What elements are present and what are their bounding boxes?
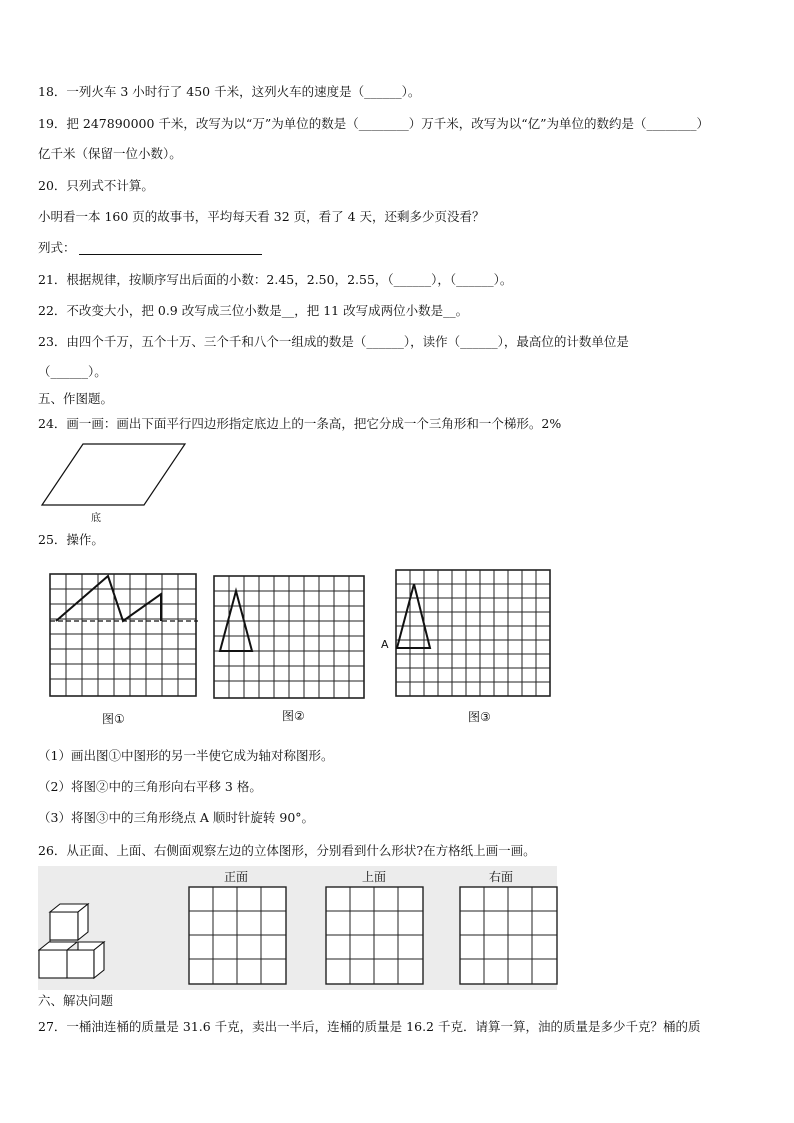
question-19: 19．把 247890000 千米，改写为以“万”为单位的数是（________）万千米，改写为以“亿”为单位的数约是（________） <box>38 116 709 131</box>
task-25-3: （3）将图③中的三角形绕点 A 顺时针旋转 90°。 <box>38 810 315 825</box>
section-5-heading: 五、作图题。 <box>38 391 114 406</box>
task-25-1: （1）画出图①中图形的另一半使它成为轴对称图形。 <box>38 748 334 763</box>
question-23-continued: （______）。 <box>38 364 107 379</box>
grid-lines <box>396 570 550 696</box>
top-view-grid[interactable] <box>325 886 425 986</box>
grid-figure-2[interactable] <box>212 574 367 702</box>
question-19-continued: 亿千米（保留一位小数）。 <box>38 146 182 161</box>
cube-stack-figure <box>38 900 108 982</box>
grid-figure-3[interactable] <box>394 568 552 700</box>
point-a-label: A <box>381 638 389 651</box>
grid-figure-1[interactable] <box>48 572 200 700</box>
question-25: 25．操作。 <box>38 532 104 547</box>
question-22: 22．不改变大小，把 0.9 改写成三位小数是__，把 11 改写成两位小数是__。 <box>38 303 469 318</box>
front-view-label: 正面 <box>224 870 249 884</box>
half-shape <box>56 576 161 621</box>
base-label: 底 <box>91 513 101 524</box>
grid-lines <box>50 574 196 696</box>
parallelogram-figure <box>38 440 198 525</box>
triangle <box>397 584 430 648</box>
question-23: 23．由四个千万，五个十万、三个千和八个一组成的数是（______），读作（______），最高位的计数单位是 <box>38 334 629 349</box>
front-view-grid[interactable] <box>188 886 288 986</box>
question-27: 27．一桶油连桶的质量是 31.6 千克，卖出一半后，连桶的质量是 16.2 千克．请算一算，油的质量是多少千克？桶的质 <box>38 1019 701 1034</box>
question-21: 21．根据规律，按顺序写出后面的小数：2.45，2.50，2.55，（______），（______）。 <box>38 272 513 287</box>
answer-line <box>79 254 262 255</box>
top-view-label: 上面 <box>362 870 387 884</box>
parallelogram <box>42 444 185 505</box>
right-view-label: 右面 <box>489 870 514 884</box>
question-26: 26．从正面、上面、右侧面观察左边的立体图形，分别看到什么形状?在方格纸上画一画。 <box>38 843 536 858</box>
question-24: 24．画一画：画出下面平行四边形指定底边上的一条高，把它分成一个三角形和一个梯形。2% <box>38 416 562 431</box>
section-6-heading: 六、解决问题 <box>38 993 114 1008</box>
figure-1-caption: 图① <box>102 712 125 726</box>
figure-2-caption: 图② <box>282 709 305 723</box>
task-25-2: （2）将图②中的三角形向右平移 3 格。 <box>38 779 262 794</box>
question-20-text: 小明看一本 160 页的故事书，平均每天看 32 页，看了 4 天，还剩多少页没看？ <box>38 209 485 224</box>
figure-3-caption: 图③ <box>468 710 491 724</box>
question-18: 18．一列火车 3 小时行了 450 千米，这列火车的速度是（______）。 <box>38 84 421 99</box>
question-20-answer-label: 列式： <box>38 240 76 255</box>
right-view-grid[interactable] <box>459 886 559 986</box>
question-20-title: 20．只列式不计算。 <box>38 178 154 193</box>
